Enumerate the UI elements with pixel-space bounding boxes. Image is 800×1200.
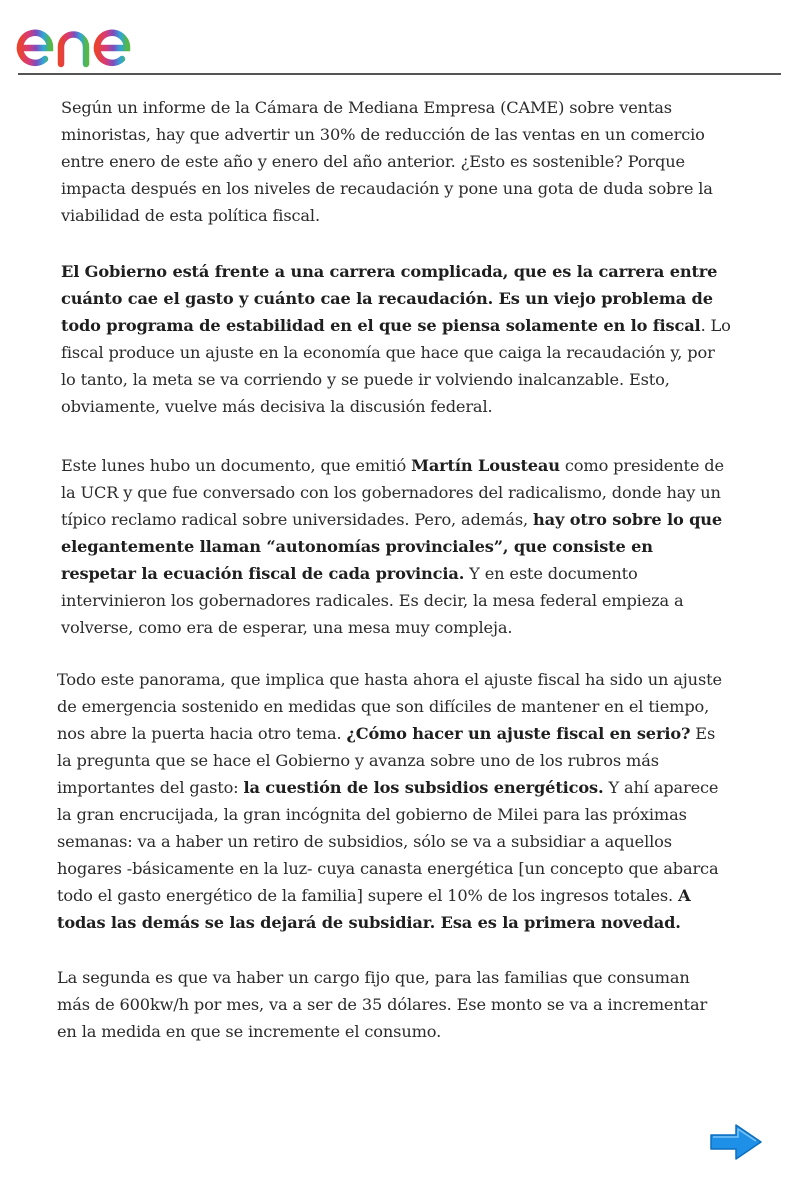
arrow-right-icon (708, 1122, 764, 1162)
p4-bold-question: ¿Cómo hacer un ajuste fiscal en serio? (346, 724, 691, 743)
p4-bold-novelty: A todas las demás se las dejará de subsidiar. Esa es la primera novedad. (57, 886, 691, 932)
paragraph-4 (57, 666, 725, 936)
header-divider (18, 73, 781, 75)
paragraph-3 (61, 452, 731, 641)
p3-text-a: Este lunes hubo un documento, que emitió (61, 456, 412, 475)
header (0, 0, 800, 76)
p3-text-b: como presidente de la UCR y que fue conversado con los gobernadores del radicalismo, donde hay un típico reclamo radical sobre universidades. Pero, además, (61, 456, 724, 529)
next-page-button[interactable] (708, 1122, 764, 1162)
paragraph-5 (57, 964, 725, 1045)
p4-text-a: Todo este panorama, que implica que hasta ahora el ajuste fiscal ha sido un ajuste de emergencia sostenido en medidas que son difíciles de mantener en el tiempo, nos abre la puerta hacia otro tema. (57, 670, 722, 743)
p3-bold-name: Martín Lousteau (411, 456, 560, 475)
paragraph-1 (61, 94, 731, 229)
p4-bold-subsidies: la cuestión de los subsidios energéticos. (243, 778, 604, 797)
p3-bold-quote: hay otro sobre lo que elegantemente llaman “autonomías provinciales”, que consiste en respetar la ecuación fiscal de cada provincia. (61, 510, 723, 583)
p2-text: . Lo fiscal produce un ajuste en la economía que hace que caiga la recaudación y, por lo tanto, la meta se va corriendo y se puede ir volviendo inalcanzable. Esto, obviamente, vuelve más decisiva la discusión federal. (61, 316, 731, 416)
p1-text: Según un informe de la Cámara de Mediana Empresa (CAME) sobre ventas minoristas, hay que advertir un 30% de reducción de las ventas en un comercio entre enero de este año y enero del año anterior. ¿Esto es sostenible? Porque impacta después en los niveles de recaudación y pone una gota de duda sobre la viabilidad de esta política fiscal. (61, 98, 713, 225)
p4-text-c: Y ahí aparece la gran encrucijada, la gran incógnita del gobierno de Milei para las próximas semanas: va a haber un retiro de subsidios, sólo se va a subsidiar a aquellos hogares -básicamente en la luz- cuya canasta energética [un concepto que abarca todo el gasto energético de la familia] supere el 10% de los ingresos totales. (57, 778, 719, 905)
paragraph-2 (61, 258, 731, 420)
p3-text-c: Y en este documento intervinieron los gobernadores radicales. Es decir, la mesa federal empieza a volverse, como era de esperar, una mesa muy compleja. (61, 564, 684, 637)
enel-logo[interactable] (16, 6, 178, 72)
p5-text: La segunda es que va haber un cargo fijo que, para las familias que consuman más de 600kw/h por mes, va a ser de 35 dólares. Ese monto se va a incrementar en la medida en que se incremente el consumo. (57, 968, 708, 1041)
p4-text-b: Es la pregunta que se hace el Gobierno y avanza sobre uno de los rubros más importantes del gasto: (57, 724, 716, 797)
p2-bold: El Gobierno está frente a una carrera complicada, que es la carrera entre cuánto cae el gasto y cuánto cae la recaudación. Es un viejo problema de todo programa de estabilidad en el que se piensa solamente en lo fiscal (61, 262, 718, 335)
